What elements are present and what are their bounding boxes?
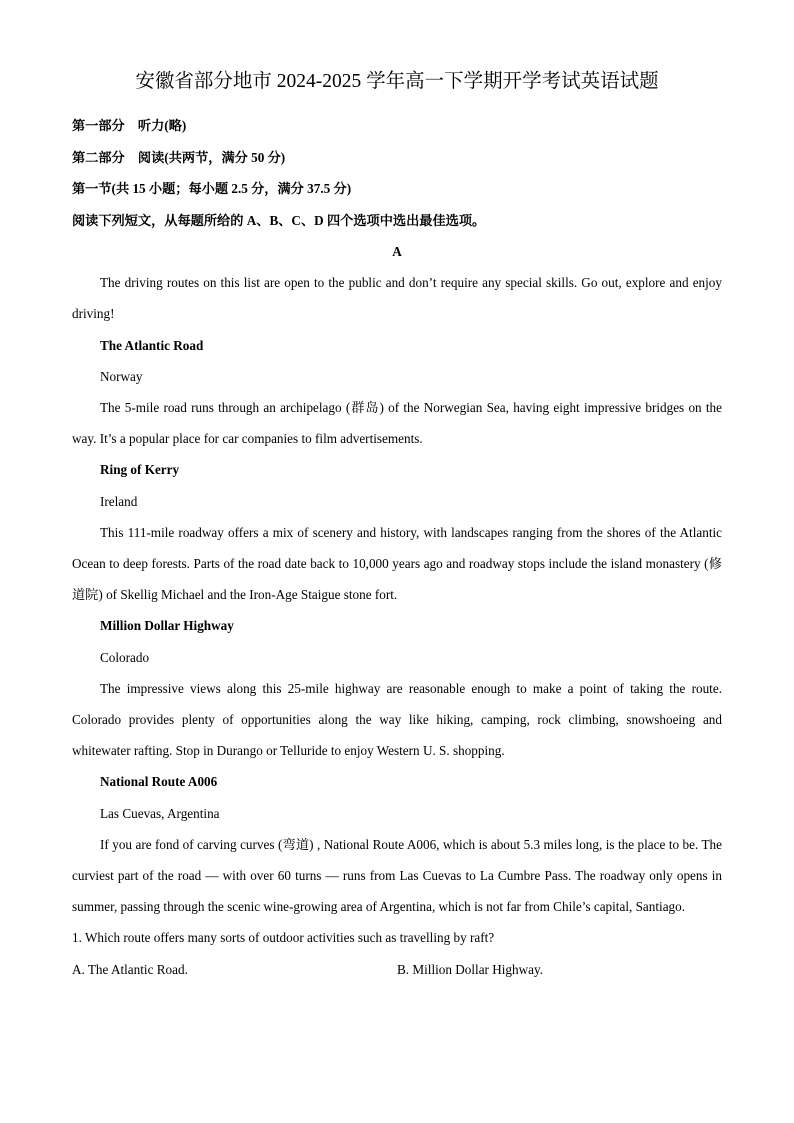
section1-heading: 第一节(共 15 小题；每小题 2.5 分，满分 37.5 分) [72, 181, 352, 196]
question-options [72, 954, 722, 985]
route-place: Ireland [100, 493, 138, 509]
route-national-route-a006 [72, 766, 722, 922]
route-name: Million Dollar Highway [100, 618, 234, 634]
route-text: The 5-mile road runs through an archipelago (群岛) of the Norwegian Sea, having eight impressive bridges on the way. It’s a popular place for car companies to film advertisements. [72, 400, 722, 447]
exam-header-lines [72, 110, 722, 236]
route-place: Colorado [100, 649, 150, 665]
route-text: This 111-mile roadway offers a mix of scenery and history, with landscapes ranging from the shores of the Atlantic Ocean to deep forests. Parts of the road date back to 10,000 years ago and roadway stops include the island monastery (修道院) of Skellig Michael and the Iron-Age Staigue stone fort. [72, 524, 722, 603]
part1-heading: 第一部分 听力(略) [72, 118, 187, 133]
route-ring-of-kerry [72, 454, 722, 610]
route-text: The impressive views along this 25-mile highway are reasonable enough to make a point of taking the route. Colorado provides plenty of opportunities along the way like hiking, camping, rock climbing, snowshoeing and whitewater rafting. Stop in Durango or Telluride to enjoy Western U. S. shopping. [72, 680, 722, 759]
route-place: Norway [100, 368, 143, 384]
question-1 [72, 922, 722, 984]
exam-title: 安徽省部分地市 2024-2025 学年高一下学期开学考试英语试题 [135, 71, 659, 92]
route-name: National Route A006 [100, 774, 218, 790]
exam-page [72, 68, 722, 985]
part2-heading: 第二部分 阅读(共两节，满分 50 分) [72, 149, 286, 165]
question-stem: 1. Which route offers many sorts of outdoor activities such as travelling by raft? [72, 930, 495, 946]
route-name: The Atlantic Road [100, 337, 204, 353]
passage-intro: The driving routes on this list are open to the public and don’t require any special skills. Go out, explore and enjoy driving! [72, 275, 722, 322]
option-b: B. Million Dollar Highway. [397, 961, 544, 977]
route-text: If you are fond of carving curves (弯道) , National Route A006, which is about 5.3 miles long, is the place to be. The curviest part of the road — with over 60 turns — runs from Las Cuevas to La Cumbre Pass. The roadway only opens in summer, passing through the scenic wine-growing area of Argentina, which is not far from Chile’s capital, Santiago. [72, 836, 722, 915]
route-name: Ring of Kerry [100, 462, 180, 478]
route-atlantic-road [72, 330, 722, 455]
passage-letter: A [392, 244, 402, 259]
instruction-text: 阅读下列短文，从每题所给的 A、B、C、D 四个选项中选出最佳选项。 [72, 212, 486, 228]
route-place: Las Cuevas, Argentina [100, 805, 220, 821]
route-million-dollar-highway [72, 610, 722, 766]
option-a: A. The Atlantic Road. [72, 961, 188, 977]
